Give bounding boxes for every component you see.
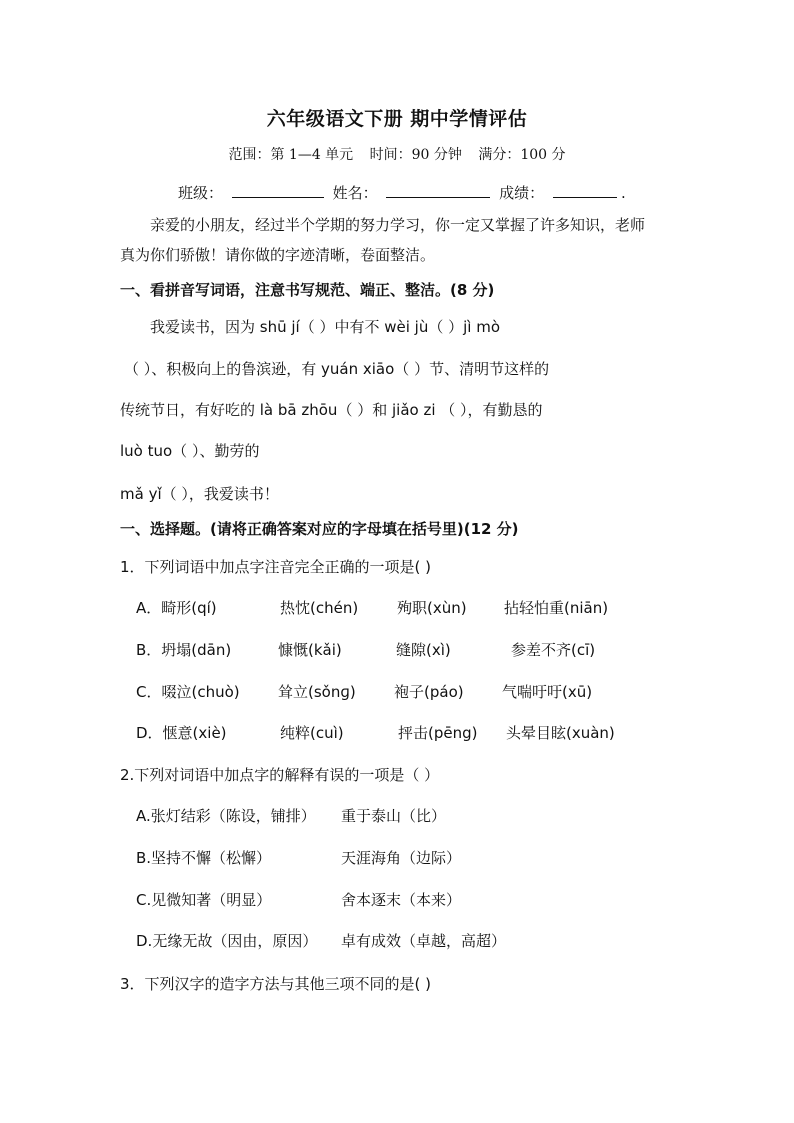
q2-option-a-2: 重于泰山（比） <box>341 807 447 825</box>
q2-option-a-1: A.张灯结彩（陈设，铺排） <box>136 807 316 825</box>
name-field[interactable] <box>386 181 490 198</box>
q1-option-a-2: 热忱(chén) <box>280 599 359 617</box>
class-label: 班级： <box>178 184 224 202</box>
q1-option-b-3: 缝隙(xì) <box>396 641 451 659</box>
pinyin-line-1: 我爱读书，因为 shū jí（ ）中有不 wèi jù（ ）jì mò <box>150 318 501 336</box>
class-field[interactable] <box>232 181 324 198</box>
q1-option-a-1: A．畸形(qí) <box>136 599 217 617</box>
exam-time: 时间：90 分钟 <box>369 147 462 163</box>
end-dot: . <box>620 184 626 202</box>
grade-field[interactable] <box>553 181 617 198</box>
question-1-stem: 1．下列词语中加点字注音完全正确的一项是( ) <box>120 558 432 576</box>
exam-subtitle <box>0 144 794 164</box>
name-label: 姓名： <box>332 184 378 202</box>
intro-paragraph <box>120 210 680 270</box>
intro-line-2: 真为你们骄傲！请你做的字迹清晰，卷面整洁。 <box>120 246 436 264</box>
q1-option-d-2: 纯粹(cuì) <box>280 724 344 742</box>
pinyin-line-2: （ ）、积极向上的鲁滨逊，有 yuán xiāo（ ）节、清明节这样的 <box>124 360 550 378</box>
q2-option-d-2: 卓有成效（卓越，高超） <box>341 932 507 950</box>
pinyin-line-4: luò tuo（ ）、勤劳的 <box>120 442 260 460</box>
q1-option-a-3: 殉职(xùn) <box>397 599 467 617</box>
pinyin-line-3: 传统节日，有好吃的 là bā zhōu（ ）和 jiǎo zi （ ），有勤恳的 <box>120 401 543 419</box>
grade-label: 成绩： <box>499 184 545 202</box>
q1-option-c-2: 耸立(sǒnɡ) <box>278 683 356 701</box>
section1-heading: 一、看拼音写词语，注意书写规范、端正、整洁。(8 分) <box>120 281 495 299</box>
q1-option-d-1: D．惬意(xiè) <box>136 724 227 742</box>
intro-line-1: 亲爱的小朋友，经过半个学期的努力学习，你一定又掌握了许多知识，老师 <box>150 216 646 234</box>
pinyin-line-5: mǎ yǐ（ ），我爱读书！ <box>120 485 279 503</box>
q2-option-d-1: D.无缘无故（因由，原因） <box>136 932 318 950</box>
q1-option-b-4: 参差不齐(cī) <box>511 641 596 659</box>
q1-option-c-4: 气喘吁吁(xū) <box>502 683 593 701</box>
exam-range: 范围：第 1—4 单元 <box>228 147 354 163</box>
q1-option-c-3: 袍子(páo) <box>394 683 464 701</box>
q1-option-d-3: 抨击(pēng) <box>398 724 478 742</box>
q1-option-b-2: 慷慨(kǎi) <box>278 641 342 659</box>
q2-option-c-1: C.见微知著（明显） <box>136 891 272 909</box>
student-info-line <box>178 181 626 203</box>
q1-option-d-4: 头晕目眩(xuàn) <box>506 724 615 742</box>
question-3-stem: 3．下列汉字的造字方法与其他三项不同的是( ) <box>120 975 432 993</box>
q2-option-b-1: B.坚持不懈（松懈） <box>136 849 272 867</box>
question-2-stem: 2.下列对词语中加点字的解释有误的一项是（ ） <box>120 766 440 784</box>
q1-option-c-1: C．啜泣(chuò) <box>136 683 240 701</box>
exam-score: 满分：100 分 <box>478 147 566 163</box>
section2-heading: 一、选择题。(请将正确答案对应的字母填在括号里)(12 分) <box>120 520 519 538</box>
q1-option-a-4: 拈轻怕重(niān) <box>504 599 609 617</box>
q1-option-b-1: B．坍塌(dān) <box>136 641 232 659</box>
q2-option-b-2: 天涯海角（边际） <box>341 849 462 867</box>
q2-option-c-2: 舍本逐末（本来） <box>341 891 462 909</box>
page-title: 六年级语文下册 期中学情评估 <box>266 108 528 130</box>
